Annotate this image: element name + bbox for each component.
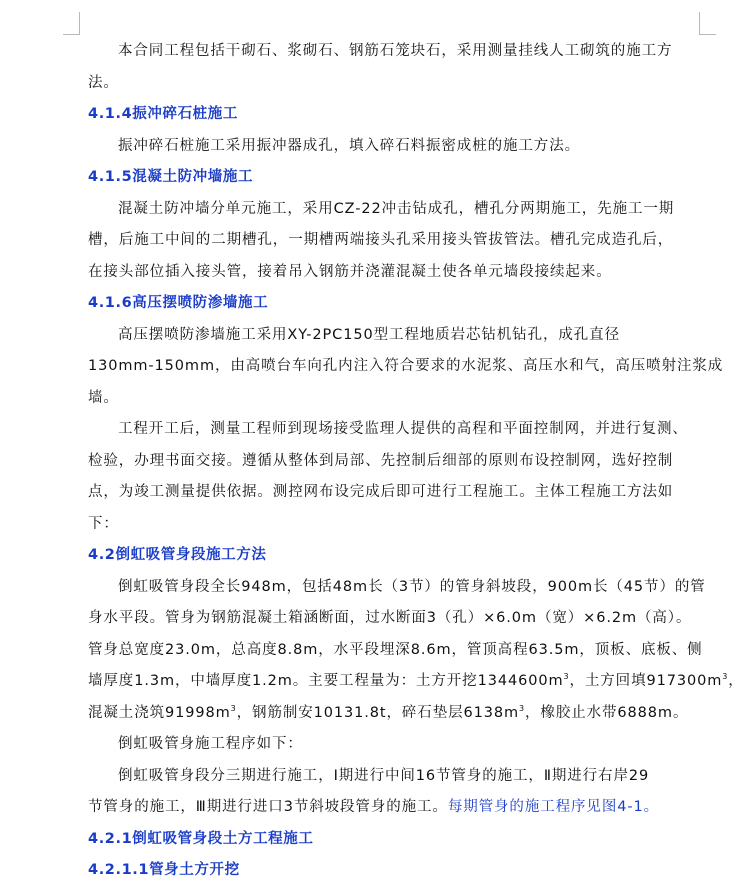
superscript: 3	[722, 672, 729, 682]
paragraph-line: 130mm-150mm，由高喷台车向孔内注入符合要求的水泥浆、高压水和气，高压喷射注浆成	[88, 358, 724, 374]
section-heading-4-2: 4.2倒虹吸管身段施工方法	[88, 547, 267, 563]
paragraph-line: 身水平段。管身为钢筋混凝土箱涵断面，过水断面3（孔）×6.0m（宽）×6.2m（高）。	[88, 610, 692, 626]
paragraph-line: 倒虹吸管身段全长948m，包括48m长（3节）的管身斜坡段，900m长（45节）的管	[118, 578, 706, 595]
paragraph-line	[88, 666, 744, 698]
section-heading-4-1-6: 4.1.6高压摆喷防渗墙施工	[88, 295, 269, 311]
paragraph-line: 法。	[88, 74, 119, 91]
section-heading-4-1-4: 4.1.4振冲碎石桩施工	[88, 106, 238, 122]
paragraph-line: 管身总宽度23.0m，总高度8.8m，水平段埋深8.6m，管顶高程63.5m，顶板、底板、侧	[88, 641, 703, 658]
paragraph-line: 倒虹吸管身施工程序如下：	[118, 736, 303, 752]
margin-corner-mark-right	[699, 12, 716, 35]
text-run: 节管身的施工，Ⅲ期进行进口3节斜坡段管身的施工。	[88, 799, 448, 815]
section-heading-4-1-5: 4.1.5混凝土防冲墙施工	[88, 169, 254, 185]
paragraph-line: 高压摆喷防渗墙施工采用XY-2PC150型工程地质岩芯钻机钻孔，成孔直径	[118, 326, 620, 343]
paragraph-line: 槽，后施工中间的二期槽孔，一期槽两端接头孔采用接头管拔管法。槽孔完成造孔后，	[88, 232, 674, 248]
paragraph-line	[88, 698, 702, 730]
text-run: 墙厚度1.3m，中墙厚度1.2m。主要工程量为：土方开挖1344600m	[88, 673, 564, 689]
section-heading-4-2-1-1: 4.2.1.1管身土方开挖	[88, 862, 240, 878]
superscript: 3	[230, 703, 237, 713]
superscript: 3	[519, 703, 526, 713]
text-run: ，橡胶止水带6888m。	[525, 704, 689, 721]
paragraph-line: 墙。	[88, 389, 119, 406]
text-run: ，	[728, 673, 744, 689]
paragraph-line: 在接头部位插入接头管，接着吊入钢筋并浇灌混凝土使各单元墙段接续起来。	[88, 263, 612, 280]
paragraph-line: 本合同工程包括干砌石、浆砌石、钢筋石笼块石，采用测量挂线人工砌筑的施工方	[118, 43, 673, 59]
figure-reference: 每期管身的施工程序见图4-1。	[447, 799, 660, 815]
document-body	[88, 36, 744, 887]
text-run: ，土方回填917300m	[569, 673, 723, 689]
paragraph-line: 检验，办理书面交接。遵循从整体到局部、先控制后细部的原则布设控制网，选好控制	[88, 452, 674, 469]
text-run: 混凝土浇筑91998m	[88, 704, 231, 721]
paragraph-line: 下：	[88, 515, 119, 532]
paragraph-line: 点，为竣工测量提供依据。测控网布设完成后即可进行工程施工。主体工程施工方法如	[88, 484, 674, 500]
margin-corner-mark-left	[63, 12, 80, 35]
paragraph-line: 倒虹吸管身段分三期进行施工，Ⅰ期进行中间16节管身的施工，Ⅱ期进行右岸29	[118, 767, 650, 784]
paragraph-line: 工程开工后，测量工程师到现场接受监理人提供的高程和平面控制网，并进行复测、	[118, 421, 688, 437]
superscript: 3	[563, 672, 570, 682]
section-heading-4-2-1: 4.2.1倒虹吸管身段土方工程施工	[88, 830, 314, 847]
paragraph-line: 混凝土防冲墙分单元施工，采用CZ-22冲击钻成孔，槽孔分两期施工，先施工一期	[118, 200, 675, 217]
paragraph-line	[88, 792, 702, 824]
paragraph-line: 振冲碎石桩施工采用振冲器成孔，填入碎石料振密成桩的施工方法。	[118, 137, 580, 154]
text-run: ，钢筋制安10131.8t，碎石垫层6138m	[236, 704, 520, 721]
